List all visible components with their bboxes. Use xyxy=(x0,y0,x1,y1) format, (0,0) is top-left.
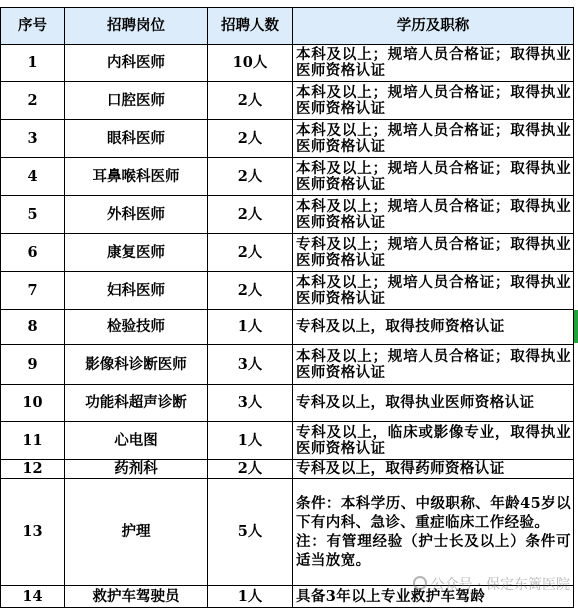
requirement-text: 具备3年以上专业救护车驾龄 xyxy=(296,587,486,605)
row-no: 3 xyxy=(1,120,65,158)
row-count: 2人 xyxy=(208,196,293,234)
row-post: 康复医师 xyxy=(65,234,208,272)
row-post: 心电图 xyxy=(65,422,208,460)
row-no: 5 xyxy=(1,196,65,234)
table-row xyxy=(1,234,574,272)
row-no: 14 xyxy=(1,586,65,608)
row-no: 6 xyxy=(1,234,65,272)
row-post: 口腔医师 xyxy=(65,82,208,120)
row-count: 3人 xyxy=(208,385,293,422)
row-post: 内科医师 xyxy=(65,45,208,82)
table-row xyxy=(1,272,574,310)
row-count: 2人 xyxy=(208,82,293,120)
row-count: 3人 xyxy=(208,345,293,385)
table-row xyxy=(1,196,574,234)
requirement-note: 注：有管理经验（护士长及以上）条件可适当放宽。 xyxy=(296,533,571,569)
requirement-text: 专科及以上；规培人员合格证；取得执业医师资格认证 xyxy=(296,235,571,269)
row-count: 1人 xyxy=(208,310,293,345)
row-count: 5人 xyxy=(208,479,293,586)
row-no: 1 xyxy=(1,45,65,82)
row-post: 外科医师 xyxy=(65,196,208,234)
row-post: 影像科诊断医师 xyxy=(65,345,208,385)
row-no: 2 xyxy=(1,82,65,120)
requirement-text: 条件：本科学历、中级职称、年龄45岁以下有内科、急诊、重症临床工作经验。 xyxy=(296,495,571,531)
row-post: 耳鼻喉科医师 xyxy=(65,158,208,196)
wechat-icon xyxy=(413,576,427,590)
requirement-text: 本科及以上；规培人员合格证；取得执业医师资格认证 xyxy=(296,347,571,381)
row-count: 1人 xyxy=(208,586,293,608)
row-no: 10 xyxy=(1,385,65,422)
table-row xyxy=(1,120,574,158)
row-post: 护理 xyxy=(65,479,208,586)
row-requirements xyxy=(293,120,574,158)
row-requirements xyxy=(293,234,574,272)
row-no: 7 xyxy=(1,272,65,310)
table-row xyxy=(1,385,574,422)
row-no: 12 xyxy=(1,460,65,479)
table-row xyxy=(1,479,574,586)
watermark-text: 公众号 · 保定东篱医院 xyxy=(430,577,570,593)
table-row xyxy=(1,45,574,82)
row-no: 8 xyxy=(1,310,65,345)
table-row xyxy=(1,310,574,345)
row-post: 功能科超声诊断 xyxy=(65,385,208,422)
watermark xyxy=(413,574,570,594)
row-post: 眼科医师 xyxy=(65,120,208,158)
table-header-row xyxy=(1,8,574,45)
requirement-text: 专科及以上，取得药师资格认证 xyxy=(296,460,505,477)
row-no: 4 xyxy=(1,158,65,196)
green-edge-marker xyxy=(574,310,578,343)
header-post: 招聘岗位 xyxy=(65,8,208,45)
row-requirements xyxy=(293,460,574,479)
row-count: 2人 xyxy=(208,272,293,310)
table-row xyxy=(1,460,574,479)
row-post: 药剂科 xyxy=(65,460,208,479)
requirement-text: 本科及以上；规培人员合格证；取得执业医师资格认证 xyxy=(296,197,571,231)
requirement-text: 本科及以上；规培人员合格证；取得执业医师资格认证 xyxy=(296,83,571,117)
requirement-text: 专科及以上，取得技师资格认证 xyxy=(296,318,505,335)
row-requirements xyxy=(293,82,574,120)
row-no: 11 xyxy=(1,422,65,460)
row-requirements xyxy=(293,479,574,586)
row-count: 2人 xyxy=(208,158,293,196)
row-requirements xyxy=(293,196,574,234)
requirement-text: 本科及以上；规培人员合格证；取得执业医师资格认证 xyxy=(296,121,571,155)
table-row xyxy=(1,422,574,460)
table-row xyxy=(1,82,574,120)
row-no: 9 xyxy=(1,345,65,385)
top-margin xyxy=(0,0,578,7)
row-count: 2人 xyxy=(208,120,293,158)
requirement-text: 专科及以上，取得执业医师资格认证 xyxy=(296,394,535,411)
requirement-text: 本科及以上；规培人员合格证；取得执业医师资格认证 xyxy=(296,46,571,79)
row-count: 1人 xyxy=(208,422,293,460)
requirement-text: 专科及以上，临床或影像专业，取得执业医师资格认证 xyxy=(296,423,571,457)
requirement-text: 本科及以上；规培人员合格证；取得执业医师资格认证 xyxy=(296,273,571,307)
row-post: 救护车驾驶员 xyxy=(65,586,208,608)
row-count: 10人 xyxy=(208,45,293,82)
row-post: 妇科医师 xyxy=(65,272,208,310)
header-no: 序号 xyxy=(1,8,65,45)
row-requirements xyxy=(293,385,574,422)
table-row xyxy=(1,345,574,385)
header-requirements: 学历及职称 xyxy=(293,8,574,45)
row-count: 2人 xyxy=(208,460,293,479)
recruitment-table xyxy=(0,7,574,608)
row-no: 13 xyxy=(1,479,65,586)
row-requirements xyxy=(293,158,574,196)
row-post: 检验技师 xyxy=(65,310,208,345)
table-row xyxy=(1,158,574,196)
row-requirements xyxy=(293,45,574,82)
requirement-text: 本科及以上；规培人员合格证；取得执业医师资格认证 xyxy=(296,159,571,193)
row-requirements xyxy=(293,310,574,345)
row-requirements xyxy=(293,272,574,310)
row-count: 2人 xyxy=(208,234,293,272)
header-count: 招聘人数 xyxy=(208,8,293,45)
row-requirements xyxy=(293,345,574,385)
row-requirements xyxy=(293,422,574,460)
